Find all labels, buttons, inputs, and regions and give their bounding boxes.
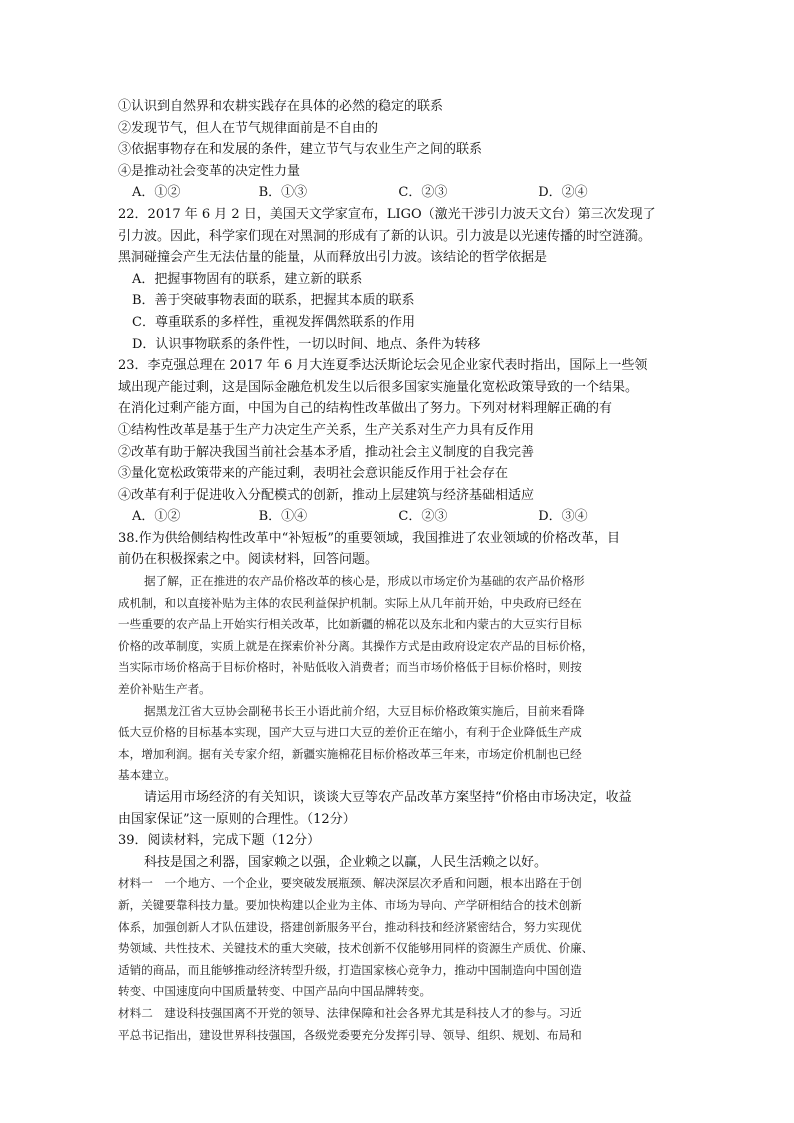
q23-option-3: ③量化宽松政策带来的产能过剩，表明社会意识能反作用于社会存在 [118,466,509,482]
q23-stem [118,355,678,420]
q23-choice-d: D．③④ [538,509,588,525]
material-line: 低大豆价格的目标基本实现，国产大豆与进口大豆的差价正在缩小，有利于企业降低生产成 [118,725,582,740]
material-line: 一些重要的农产品上开始实行相关改革，比如新疆的棉花以及东北和内蒙古的大豆实行目标 [118,617,582,632]
material-line: 转变、中国速度向中国质量转变、中国产品向中国品牌转变。 [118,984,432,999]
question-line: 请运用市场经济的有关知识，谈谈大豆等农产品改革方案坚持“价格由市场决定，收益 [144,790,632,805]
q38-material-2 [118,701,678,787]
q23-option-2: ②改革有助于解决我国当前社会基本矛盾，推动社会主义制度的自我完善 [118,444,535,460]
q22-choice-c: C．尊重联系的多样性，重视发挥偶然联系的作用 [132,314,415,330]
material-line: 平总书记指出，建设世界科技强国，各级党委要充分发挥引导、领导、组织、规划、布局和 [118,1027,582,1042]
q23-stem-line: 23．李克强总理在 2017 年 6 月大连夏季达沃斯论坛会见企业家代表时指出，国际上一些领 [118,358,648,374]
q21-choice-c: C．②③ [398,185,448,201]
q22-choice-b: B．善于突破事物表面的联系，把握其本质的联系 [132,293,415,309]
material-line: 势领域、共性技术、关键技术的重大突破，技术创新不仅能够用同样的资源生产质优、价廉、 [118,941,594,956]
q21-option-3: ③依据事物存在和发展的条件，建立节气与农业生产之间的联系 [118,142,483,158]
q38-stem-line: 前仍在积极探索之中。阅读材料，回答问题。 [118,552,379,568]
q21-option-2: ②发现节气，但人在节气规律面前是不自由的 [118,120,379,136]
q38-stem-line: 38.作为供给侧结构性改革中“补短板”的重要领域，我国推进了农业领域的价格改革，目 [118,530,620,546]
q22-stem-line: 引力波。因此，科学家们现在对黑洞的形成有了新的认识。引力波是以光速传播的时空涟漪。 [118,228,652,244]
q38-material-1 [118,571,678,701]
q23-option-1: ①结构性改革是基于生产力决定生产关系，生产关系对生产力具有反作用 [118,422,535,438]
material-line: 新，关键要靠科技力量。要加快构建以企业为主体、市场为导向、产学研相结合的技术创新 [118,897,582,912]
q23-stem-line: 域出现产能过剩，这是国际金融危机发生以后很多国家实施量化宽松政策导致的一个结果。 [118,379,639,395]
material-line: 据黑龙江省大豆协会副秘书长王小语此前介绍，大豆目标价格政策实施后，目前来看降 [144,703,585,718]
q22-choice-a: A．把握事物固有的联系，建立新的联系 [132,271,363,287]
q23-options [118,420,678,506]
q39-material-2 [118,1003,678,1046]
q21-choices [118,182,678,204]
q39-lead: 科技是国之利器，国家赖之以强，企业赖之以赢，人民生活赖之以好。 [144,854,548,870]
q23-choice-b: B．①④ [258,509,308,525]
q38-stem [118,528,678,571]
question-line: 由国家保证”这一原则的合理性。（12分） [118,811,356,827]
material-line: 适销的商品，而且能够推动经济转型升级，打造国家核心竞争力，推动中国制造向中国创造 [118,962,582,977]
material-line: 基本建立。 [118,768,176,783]
material-line: 成机制，和以直接补贴为主体的农民利益保护机制。实际上从几年前开始，中央政府已经在 [118,595,582,610]
exam-content [118,96,678,1046]
material-line: 据了解，正在推进的农产品价格改革的核心是，形成以市场定价为基础的农产品价格形 [144,574,585,589]
q38-question [118,787,678,830]
material-line: 差价补贴生产者。 [118,682,211,697]
q22-stem-line: 22．2017 年 6 月 2 日，美国天文学家宣布，LIGO（激光干涉引力波天文台）第三次发现了 [118,206,656,222]
q23-choice-a: A．①② [132,509,181,525]
q21-choice-b: B．①③ [258,185,308,201]
q39-heading: 39．阅读材料，完成下题（12分） [118,833,321,849]
material-line: 材料二 建设科技强国离不开党的领导、法律保障和社会各界尤其是科技人才的参与。习近 [118,1005,582,1020]
q21-choice-d: D．②④ [538,185,588,201]
material-line: 体系，加强创新人才队伍建设，搭建创新服务平台，推动科技和经济紧密结合，努力实现优 [118,919,582,934]
q21-option-1: ①认识到自然界和农耕实践存在具体的必然的稳定的联系 [118,99,444,114]
q22-choices [118,269,678,355]
q21-options [118,96,678,182]
q23-choices [118,506,678,528]
q22-stem-line: 黑洞碰撞会产生无法估量的能量，从而释放出引力波。该结论的哲学依据是 [118,250,548,266]
q22-choice-d: D．认识事物联系的条件性，一切以时间、地点、条件为转移 [132,336,481,352]
q39-material-1 [118,873,678,1003]
q21-option-4: ④是推动社会变革的决定性力量 [118,163,301,179]
material-line: 本，增加利润。据有关专家介绍，新疆实施棉花目标价格改革三年来，市场定价机制也已经 [118,746,582,761]
material-line: 材料一 一个地方、一个企业，要突破发展瓶颈、解决深层次矛盾和问题，根本出路在于创 [118,876,582,891]
material-line: 价格的改革制度，实质上就是在探索价补分离。其操作方式是由政府设定农产品的目标价格， [118,638,594,653]
q22-stem [118,204,678,269]
material-line: 当实际市场价格高于目标价格时，补贴低收入消费者；而当市场价格低于目标价格时，则按 [118,660,582,675]
q23-option-4: ④改革有利于促进收入分配模式的创新，推动上层建筑与经济基础相适应 [118,487,535,503]
q23-choice-c: C．②③ [398,509,448,525]
q23-stem-line: 在消化过剩产能方面，中国为自己的结构性改革做出了努力。下列对材料理解正确的有 [118,401,613,417]
q21-choice-a: A．①② [132,185,181,201]
